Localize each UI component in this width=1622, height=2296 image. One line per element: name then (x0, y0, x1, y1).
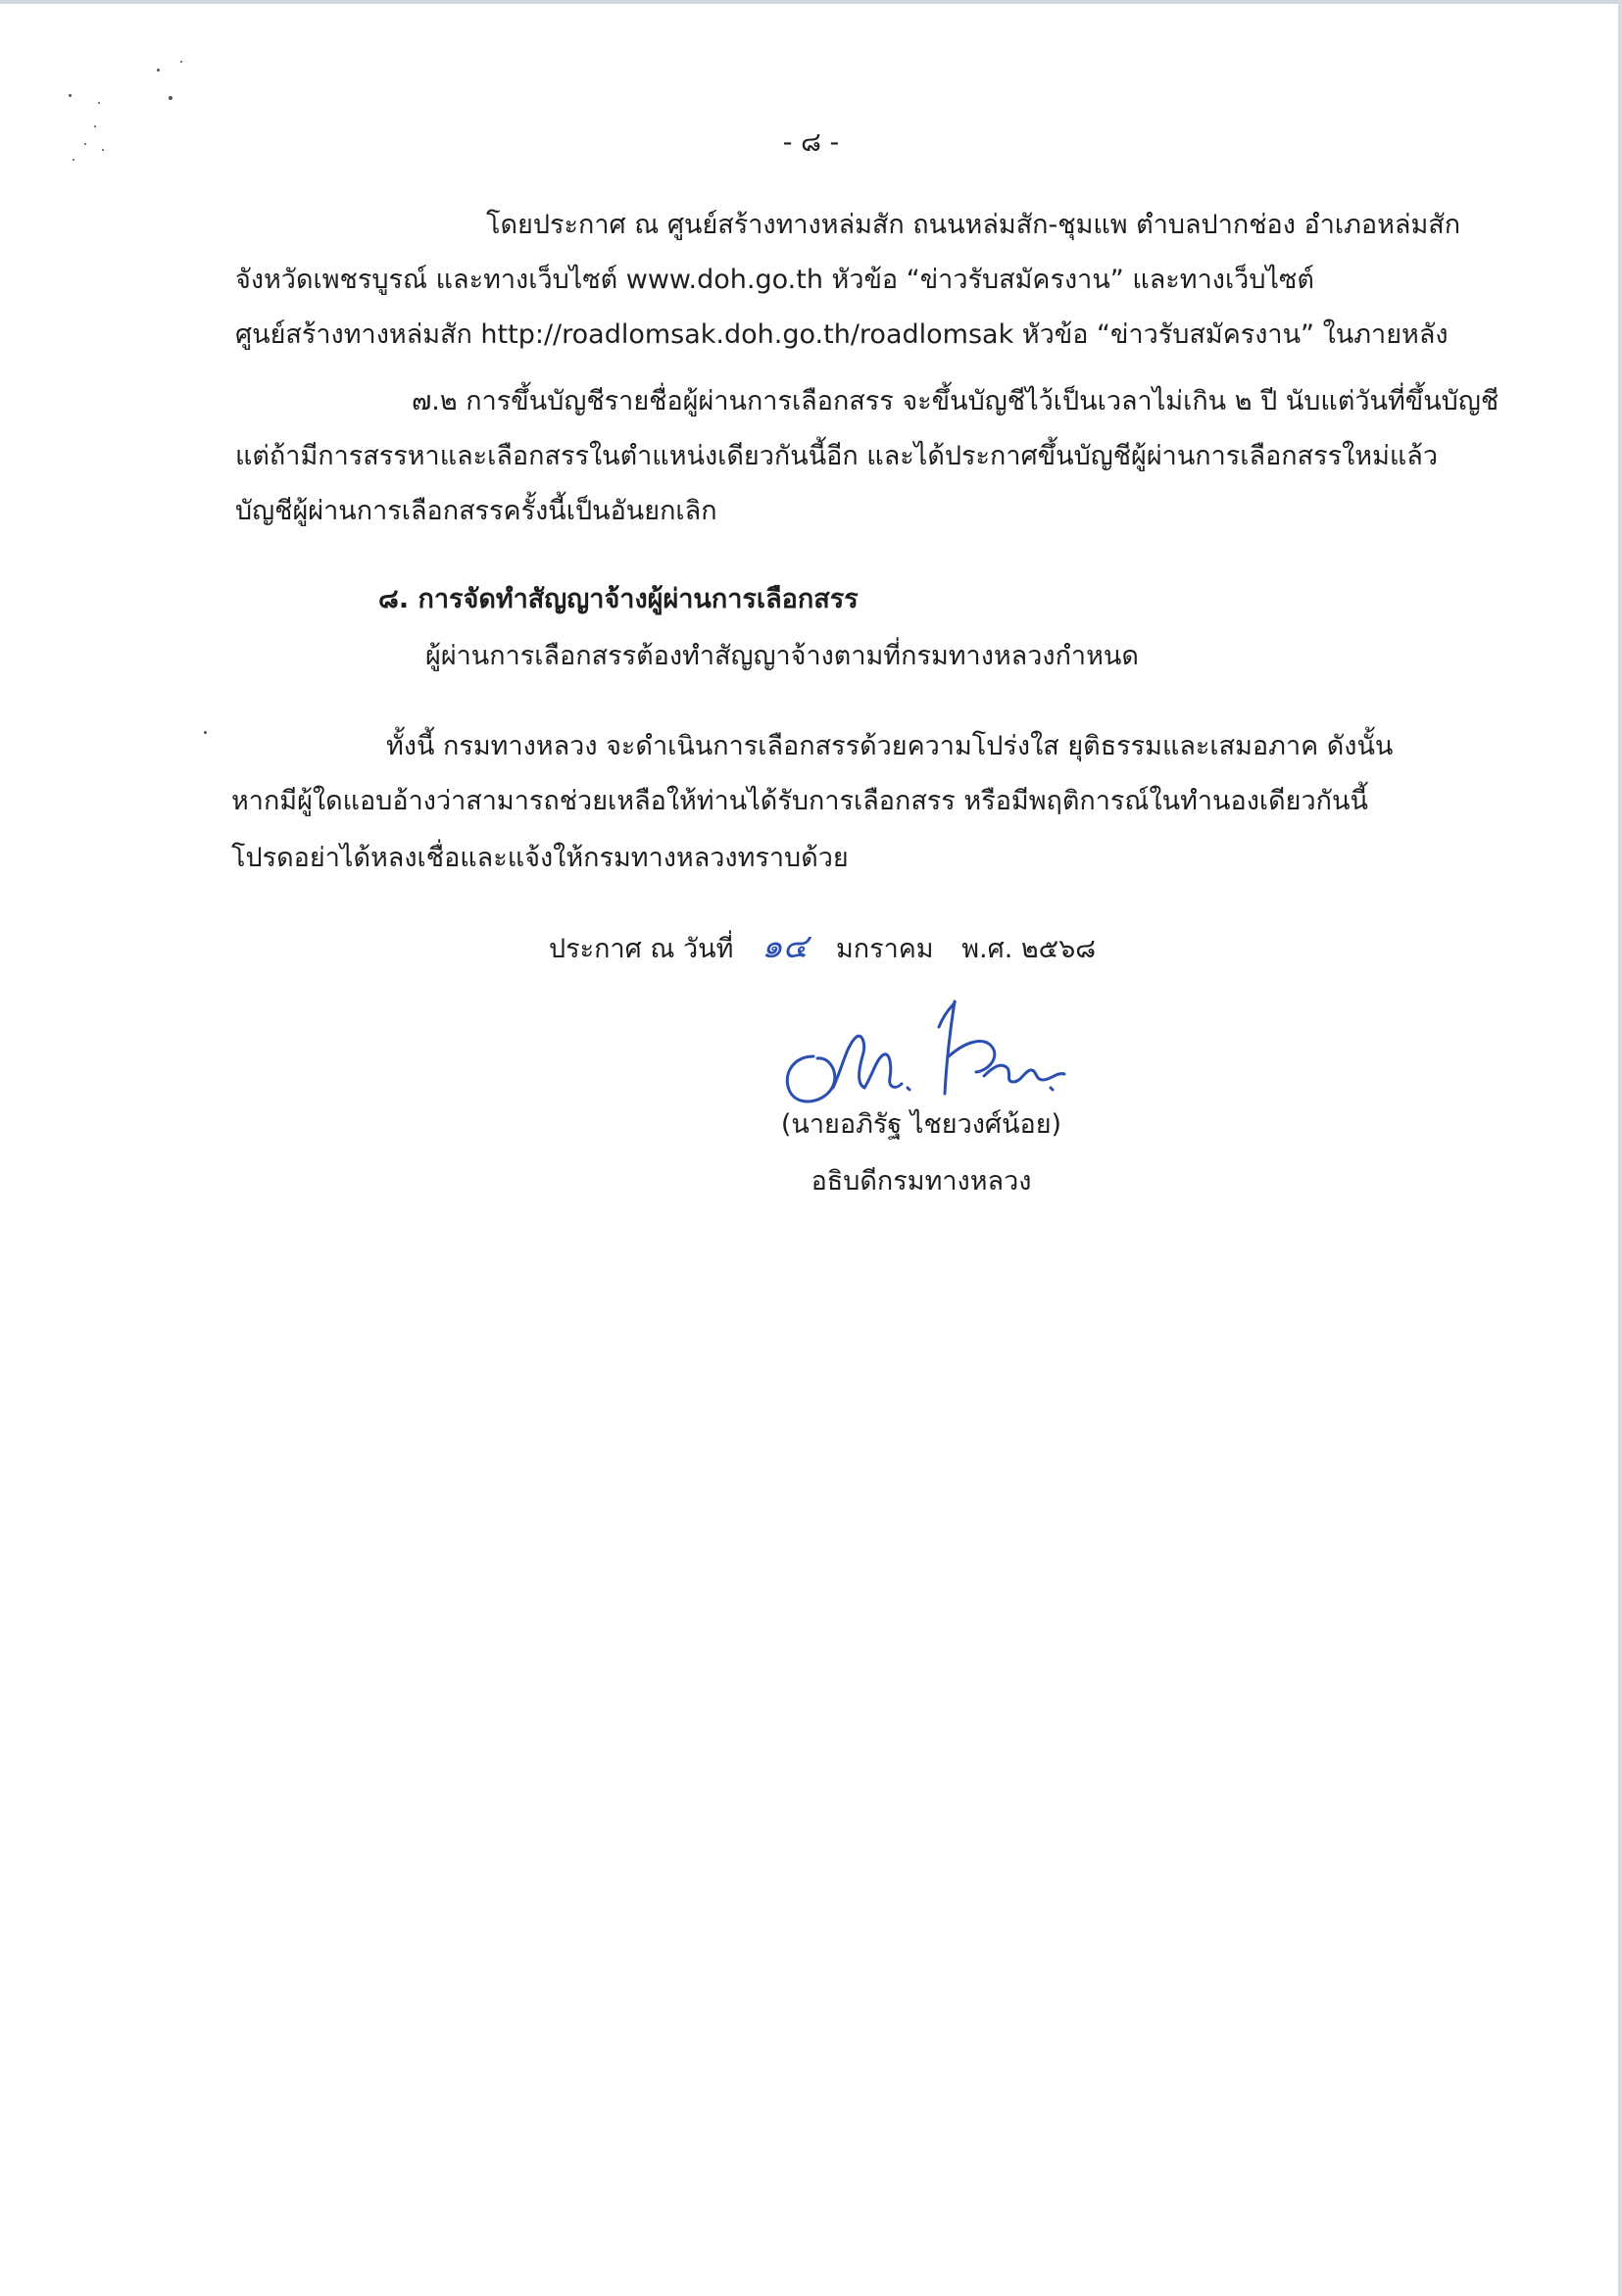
page-number: - ๘ - (782, 127, 840, 158)
signer-name: (นายอภิรัฐ ไชยวงศ์น้อย) (780, 1109, 1062, 1140)
scan-speck (180, 61, 182, 63)
paragraph-7-2-line-2: แต่ถ้ามีการสรรหาและเลือกสรรในตำแหน่งเดียวกันนี้อีก และได้ประกาศขึ้นบัญชีผู้ผ่านการเลือกสรรใหม่แล้ว (235, 441, 1439, 471)
section-8-body: ผู้ผ่านการเลือกสรรต้องทำสัญญาจ้างตามที่กรมทางหลวงกำหนด (425, 641, 1139, 671)
date-month: มกราคม (835, 934, 934, 964)
date-era-year: พ.ศ. ๒๕๖๘ (961, 934, 1097, 964)
scan-speck (157, 69, 160, 72)
paragraph-announce-line-1: โดยประกาศ ณ ศูนย์สร้างทางหล่มสัก ถนนหล่มสัก-ชุมแพ ตำบลปากช่อง อำเภอหล่มสัก (486, 210, 1461, 240)
paragraph-7-2-line-3: บัญชีผู้ผ่านการเลือกสรรครั้งนี้เป็นอันยกเลิก (235, 496, 717, 526)
paragraph-announce-line-3: ศูนย์สร้างทางหล่มสัก http://roadlomsak.doh.go.th/roadlomsak หัวข้อ “ข่าวรับสมัครงาน” ในภายหลัง (235, 319, 1449, 350)
paragraph-closing-line-1: ทั้งนี้ กรมทางหลวง จะดำเนินการเลือกสรรด้วยความโปร่งใส ยุติธรรมและเสมอภาค ดังนั้น (386, 731, 1394, 761)
paragraph-7-2-line-1: ๗.๒ การขึ้นบัญชีรายชื่อผู้ผ่านการเลือกสรร จะขึ้นบัญชีไว้เป็นเวลาไม่เกิน ๒ ปี นับแต่วันที่ขึ้นบัญชี (412, 386, 1499, 416)
scan-speck (69, 94, 72, 97)
scan-speck (98, 102, 100, 104)
signer-title: อธิบดีกรมทางหลวง (811, 1166, 1032, 1197)
scan-speck (204, 731, 207, 734)
scan-edge (1618, 0, 1622, 2296)
paragraph-closing-line-3: โปรดอย่าได้หลงเชื่อและแจ้งให้กรมทางหลวงทราบด้วย (231, 843, 849, 873)
date-prefix: ประกาศ ณ วันที่ (549, 934, 734, 964)
section-8-heading: ๘. การจัดทำสัญญาจ้างผู้ผ่านการเลือกสรร (378, 584, 859, 614)
scan-edge (0, 0, 1622, 4)
scan-speck (169, 96, 172, 100)
signature-image (774, 998, 1078, 1115)
date-day-handwritten: ๑๔ (762, 927, 809, 966)
paragraph-announce-line-2: จังหวัดเพชรบูรณ์ และทางเว็บไซต์ www.doh.go.th หัวข้อ “ข่าวรับสมัครงาน” และทางเว็บไซต์ (235, 265, 1314, 295)
paragraph-closing-line-2: หากมีผู้ใดแอบอ้างว่าสามารถช่วยเหลือให้ท่านได้รับการเลือกสรร หรือมีพฤติการณ์ในทำนองเดียวกันนี้ (231, 786, 1368, 816)
announcement-date (549, 927, 1096, 969)
